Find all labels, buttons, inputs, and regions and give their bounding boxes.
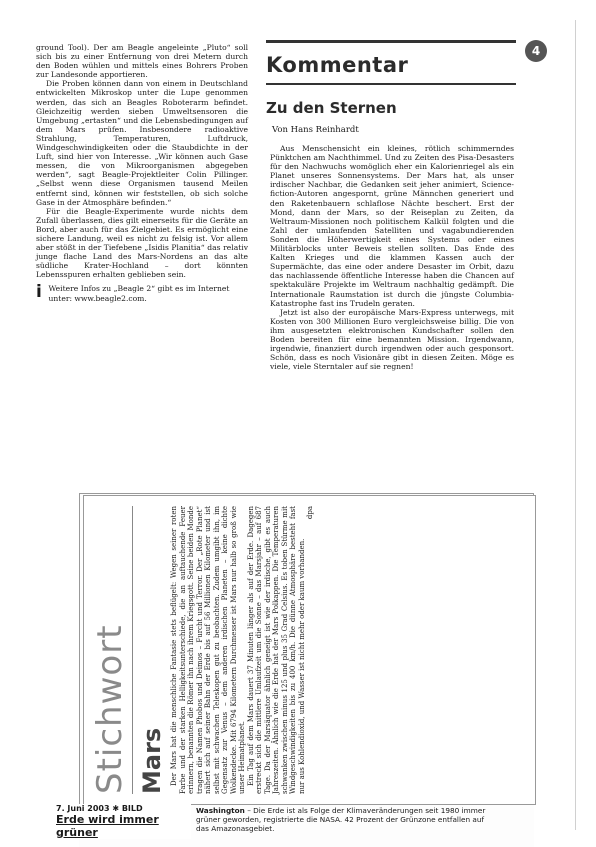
article-paragraph: ground Tool). Der am Beagle angeleinte „Pluto“ soll sich bis zu einer Entfernung von drei Metern durch den Boden wühlen und mittels eines Bohrers Proben zur Landesonde apportieren. <box>36 43 248 80</box>
article-paragraph: Für die Beagle-Experimente wurde nichts dem Zufall überlassen, dies gilt einerseits für die Geräte an Bord, aber auch für das Zielgebiet. Es ermöglicht eine sichere Landung, weil es nicht zu felsig ist. Vor allem aber stößt in der Tiefebene „Isidis Planitia“ das relativ junge flache Land des Mars-Nordens an das alte südliche Krater-Hochland – dort könnten Lebensspuren erhalten geblieben sein. <box>36 206 248 280</box>
page-number-badge: 4 <box>525 40 547 62</box>
kommentar-top-rule <box>266 40 516 43</box>
kommentar-body <box>270 144 514 371</box>
bild-clip-text <box>56 804 191 839</box>
kommentar-title-rule <box>266 83 516 85</box>
kommentar-section <box>266 40 516 371</box>
page-edge-line <box>575 20 576 830</box>
bild-dateline: Washington <box>196 806 245 815</box>
left-article-column <box>36 43 248 303</box>
kommentar-headline: Zu den Sternen <box>266 99 397 117</box>
stichwort-divider <box>132 506 133 794</box>
stichwort-block <box>83 495 536 805</box>
kommentar-paragraph: Aus Menschensicht ein kleines, rötlich schimmerndes Pünktchen am Nachthimmel. Und zu Zeiten des Pisa-Desasters für den Nachwuchs womöglich eher ein Kalorienriegel als ein Planet unseres Sonnensystems. Der Mars hat, als unser irdischer Nachbar, die Gedanken seit jeher animiert, Science-fiction-Autoren angespornt, grüne Männchen generiert und den Raketenbauern schlaflose Nächte beschert. Erst der Mond, dann der Mars, so der Reiseplan zu Zeiten, da Weltraum-Missionen noch politischem Kalkül folgten und die Zahl der umlaufenden Satelliten und vagabundierenden Sonden die Höherwertigkeit eines Systems oder eines Militärblocks unter Beweis stellen sollten. Das Ende des Kalten Krieges und die klammen Kassen auch der Supermächte, das eine oder andere Desaster im Orbit, dazu das nachlassende öffentliche Interesse haben die Chancen auf spektakuläre Projekte im Weltraum nachhaltig gedämpft. Die Internationale Raumstation ist durch die jüngste Columbia-Katastrophe fast ins Trudeln geraten. <box>270 144 514 308</box>
bild-date-line: 7. Juni 2003 ✱ BILD <box>56 804 143 813</box>
stichwort-text <box>170 506 315 794</box>
kommentar-label: Kommentar <box>266 53 409 77</box>
stichwort-paragraph: Ein Tag auf dem Mars dauert 37 Minuten länger als auf der Erde. Dagegen erstreckt sich die mittlere Umlaufzeit um die Sonne – das Marsjahr – auf 687 Tage. Da der Marsäquator ähnlich geneigt ist wie der irdische, gibt es auch Jahreszeiten. Ähnlich wie die Erde hat der Mars Polkappen. Die Temperaturen schwanken zwischen minus 125 und plus 35 Grad Celsius. Es toben Stürme mit Windgeschwindigkeiten bis zu 400 km/h. Die dünne Atmosphäre besteht fast nur aus Kohlendioxid, und Wasser ist nicht mehr oder kaum vorhanden. <box>246 506 306 794</box>
stichwort-credit: dpa <box>306 506 314 520</box>
info-box <box>36 284 248 302</box>
bild-body <box>196 806 496 834</box>
stichwort-paragraph: Der Mars hat die menschliche Fantasie stets beflügelt: Wegen seiner roten Farbe und der starken Helligkeitsunterschiede, die an auftauchende Feuer erinnern, benannten die Römer ihn nach ihrem Kriegsgott. Seine beiden Monde tragen die Namen Phobos und Deimos – Furcht und Terror. Der „Rote Planet“ nähert sich auf seiner Bahn der Erde bis auf 56 Millionen Kilometer und ist selbst mit schwachen Teleskopen gut zu beobachten. Zudem umgibt ihn, im Gegensatz zur Venus – dem anderen irdischen Planeten – keine dichte Wolkendecke. Mit 6794 Kilometern Durchmesser ist Mars nur halb so groß wie unser Heimatplanet. <box>170 506 246 794</box>
kommentar-paragraph: Jetzt ist also der europäische Mars-Express unterwegs, mit Kosten von 300 Millionen Euro vergleichsweise billig. Die von ihm ausgesetzten elektronischen Kundschafter sollen den Boden bereiten für eine bemannten Mission. Irgendwann, irgendwie, finanziert durch irgendwen oder auch gesponsort. Schön, dass es noch Visionäre gibt in diesen Zeiten. Möge es viele, viele Sterntaler auf sie regnen! <box>270 307 514 372</box>
stichwort-label: Stichwort <box>90 624 130 794</box>
bild-body-text: – Die Erde ist als Folge der Klimaveränderungen seit 1980 immer grüner geworden, registrierte die NASA. 42 Prozent der Grünzone entfallen auf das Amazonasgebiet. <box>196 806 486 834</box>
bild-headline: Erde wird immer grüner <box>56 813 159 839</box>
info-text: Weitere Infos zu „Beagle 2“ gibt es im Internet unter: www.beagle2.com. <box>48 284 230 303</box>
stichwort-topic: Mars <box>138 727 166 794</box>
kommentar-byline: Von Hans Reinhardt <box>272 125 359 135</box>
info-icon: i <box>36 282 42 303</box>
article-paragraph: Die Proben können dann von einem in Deutschland entwickelten Mikroskop unter die Lupe genommen werden, das sich an Beagles Roboterarm befindet. Gleichzeitig werden sieben Umweltsensoren die Umgebung „ertasten“ und die Lebensbedingungen auf dem Mars prüfen. Insbesondere radioaktive Strahlung, Temperaturen, Luftdruck, Windgeschwindigkeiten oder die Staubdichte in der Luft, sind hier von Interesse. „Wir können auch Gase messen, die von Mikroorganismen abgegeben werden“, sagt Beagle-Projektleiter Colin Pillinger. „Selbst wenn diese Organismen tausend Meilen entfernt sind, können wir feststellen, ob sich solche Gase in der Atmosphäre befinden.“ <box>36 79 248 207</box>
